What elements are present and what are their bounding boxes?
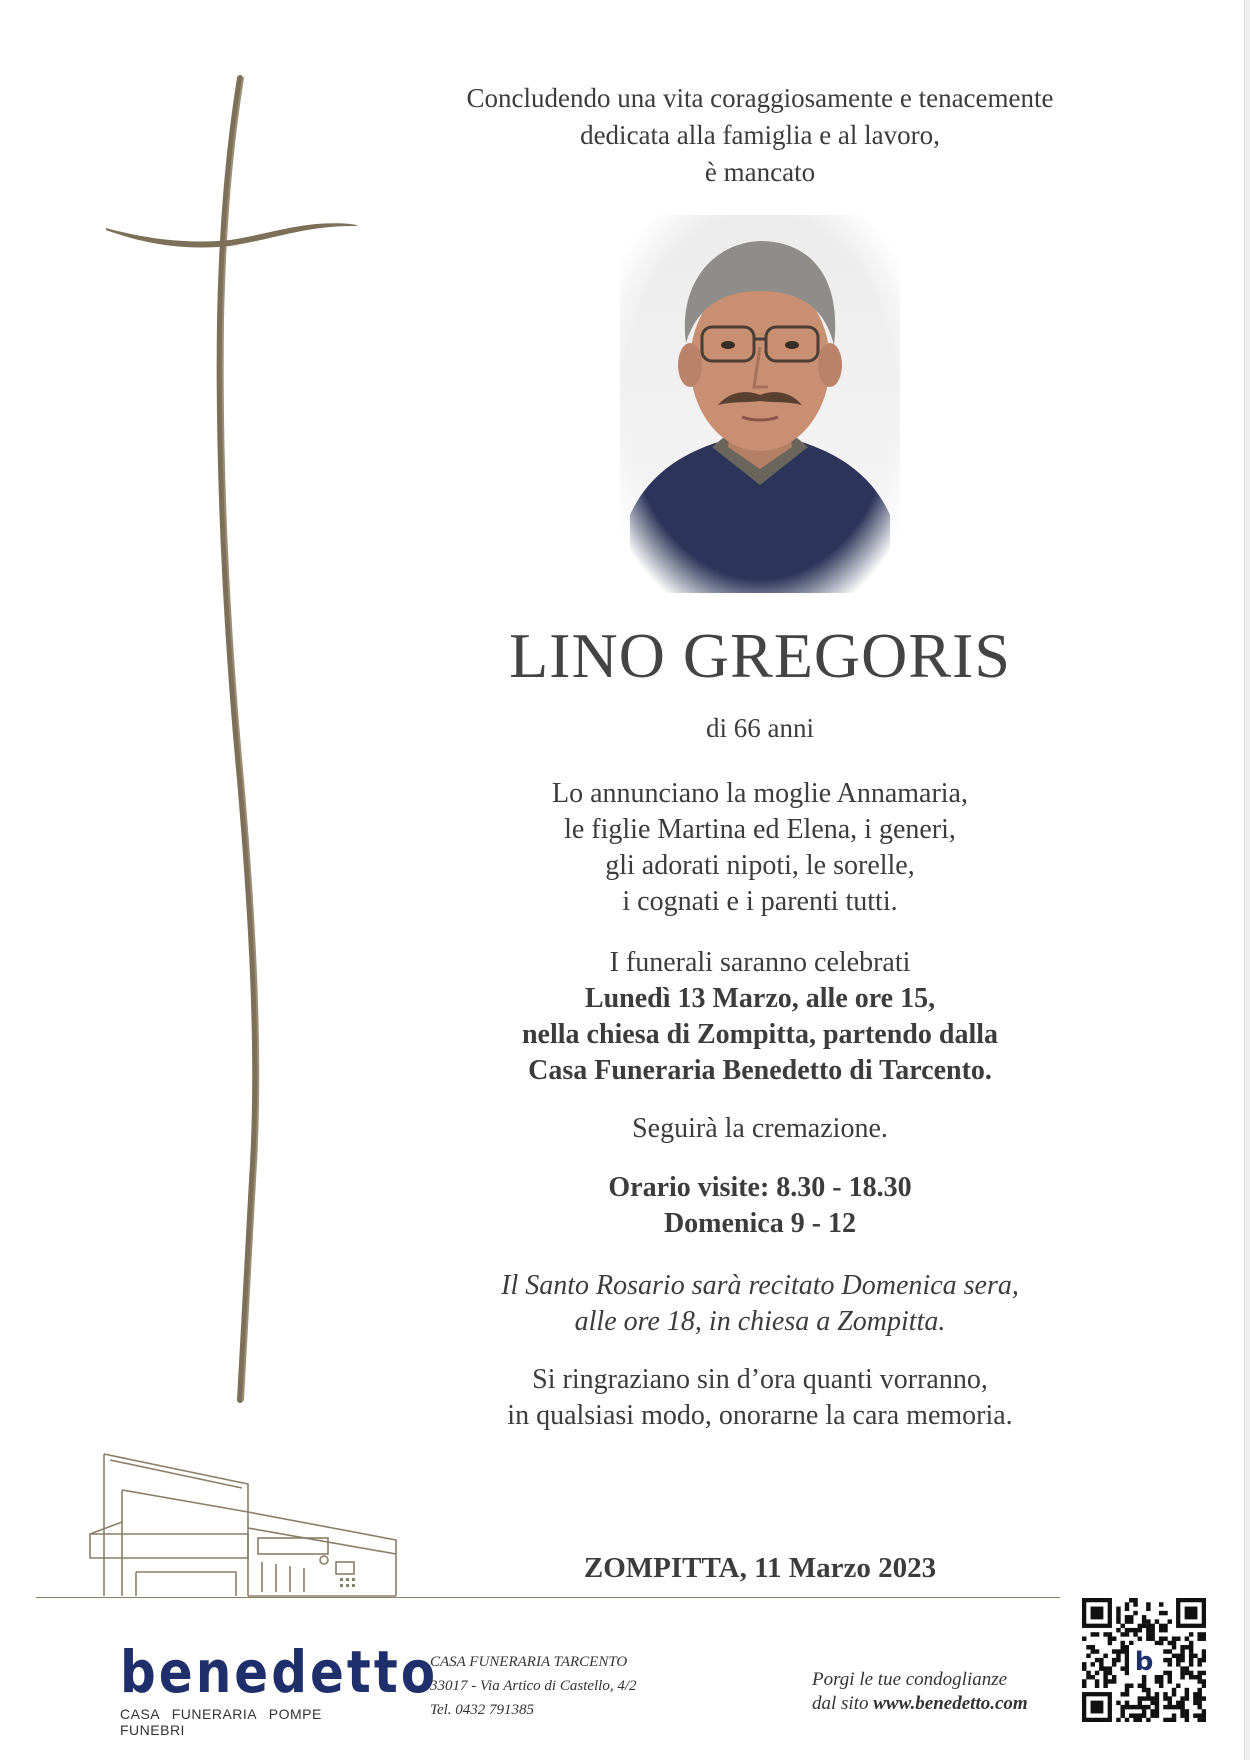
address-block <box>430 1650 637 1722</box>
visiting-hours <box>400 1170 1120 1242</box>
condolences-line-2 <box>812 1692 1028 1716</box>
intro-line-3: è mancato <box>704 157 816 187</box>
condolences-prefix: dal sito <box>812 1693 874 1714</box>
logo-subtitle: CASA FUNERARIA POMPE FUNEBRI <box>120 1706 322 1738</box>
qr-logo-mark: b <box>1134 1647 1154 1677</box>
announcement-line: Lo annunciano la moglie Annamaria, <box>552 778 968 809</box>
funeral-intro: I funerali saranno celebrati <box>609 947 911 978</box>
building-icon <box>36 1450 416 1600</box>
intro-text <box>400 80 1120 191</box>
deceased-name: LINO GREGORIS <box>509 620 1011 691</box>
address-line: Tel. 0432 791385 <box>430 1702 535 1718</box>
dateline: ZOMPITTA, 11 Marzo 2023 <box>583 1552 937 1584</box>
logo-wordmark: benedetto <box>120 1638 439 1706</box>
visiting-hours-line: Orario visite: 8.30 - 18.30 <box>608 1172 912 1203</box>
rosary-line: alle ore 18, in chiesa a Zompitta. <box>574 1306 946 1337</box>
portrait-photo <box>620 215 900 593</box>
announcement-line: gli adorati nipoti, le sorelle, <box>605 850 915 881</box>
visiting-hours-line: Domenica 9 - 12 <box>663 1208 857 1239</box>
funeral-detail: nella chiesa di Zompitta, partendo dalla <box>521 1019 999 1050</box>
website-link[interactable]: www.benedetto.com <box>873 1693 1028 1714</box>
qr-code-icon[interactable] <box>1082 1598 1206 1722</box>
address-line: CASA FUNERARIA TARCENTO <box>430 1654 628 1670</box>
rosary-line: Il Santo Rosario sarà recitato Domenica sera, <box>501 1270 1019 1301</box>
announcement-line: i cognati e i parenti tutti. <box>622 886 898 917</box>
condolences-note <box>812 1668 1028 1716</box>
thanks-line: in qualsiasi modo, onorarne la cara memoria. <box>507 1400 1013 1431</box>
benedetto-logo <box>120 1638 439 1738</box>
cross-icon <box>90 60 370 1420</box>
announcement-block <box>400 776 1120 920</box>
funeral-detail: Casa Funeraria Benedetto di Tarcento. <box>528 1055 992 1086</box>
cremation-note: Seguirà la cremazione. <box>632 1113 888 1144</box>
footer-divider <box>36 1597 1060 1598</box>
condolences-line: Porgi le tue condoglianze <box>812 1669 1008 1690</box>
rosary-note <box>400 1268 1120 1340</box>
funeral-detail: Lunedì 13 Marzo, alle ore 15, <box>584 983 936 1014</box>
thanks-line: Si ringraziano sin d’ora quanti vorranno, <box>532 1364 988 1395</box>
address-line: 33017 - Via Artico di Castello, 4/2 <box>430 1678 637 1694</box>
funeral-block <box>400 945 1120 1089</box>
intro-line-2: dedicata alla famiglia e al lavoro, <box>580 120 940 150</box>
announcement-line: le figlie Martina ed Elena, i generi, <box>564 814 956 845</box>
intro-line-1: Concludendo una vita coraggiosamente e tenacemente <box>466 83 1054 113</box>
thanks-note <box>400 1362 1120 1434</box>
deceased-age: di 66 anni <box>706 713 814 743</box>
